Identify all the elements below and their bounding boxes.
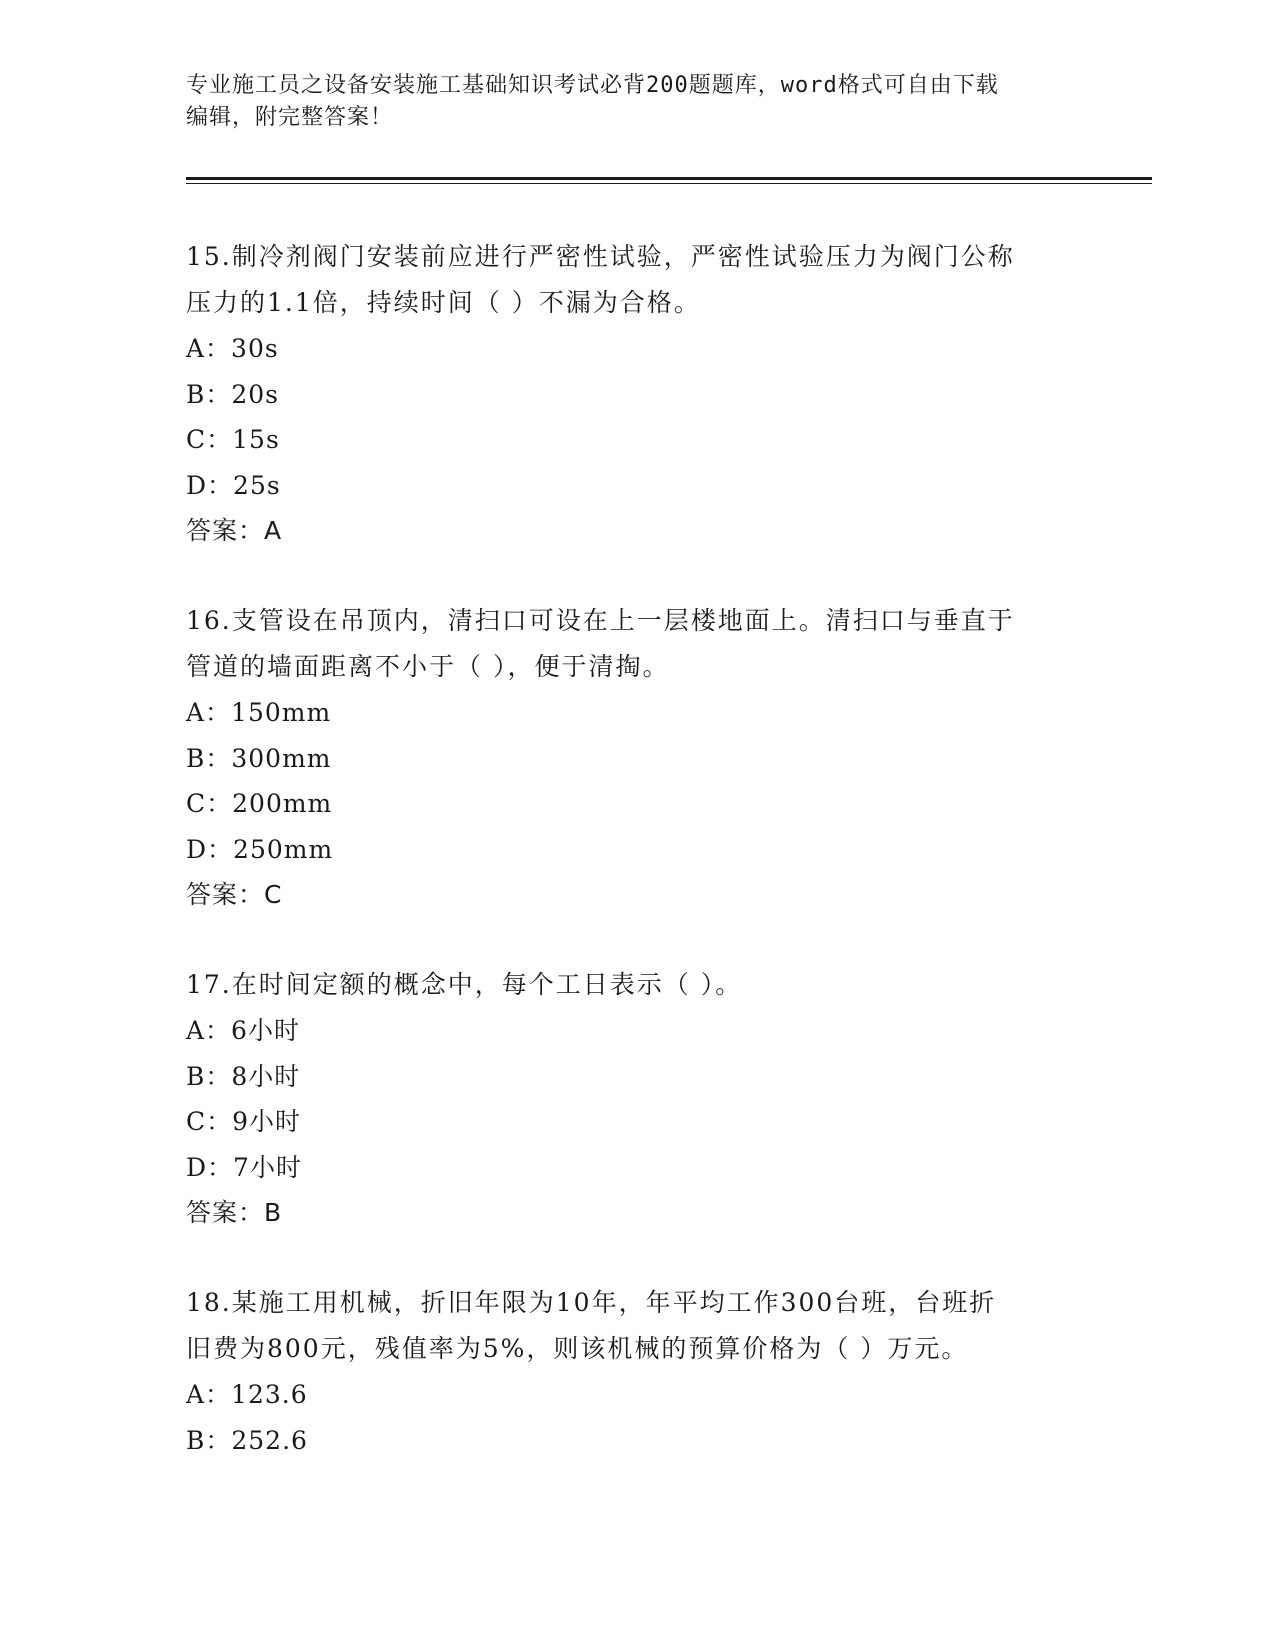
option-b: B：20s	[186, 379, 280, 409]
question-stem-line: 18.某施工用机械，折旧年限为10年，年平均工作300台班，台班折	[186, 1288, 997, 1317]
answer-label: 答案：C	[186, 880, 283, 909]
option-d: D：250mm	[186, 834, 334, 864]
question-15	[186, 234, 1086, 554]
header-title-line-1: 专业施工员之设备安装施工基础知识考试必背200题题库，word格式可自由下载	[186, 73, 999, 98]
option-c: C：15s	[186, 425, 280, 454]
answer-label: 答案：A	[186, 516, 283, 545]
header-title-line-2: 编辑，附完整答案！	[186, 105, 394, 130]
question-stem-line: 15.制冷剂阀门安装前应进行严密性试验，严密性试验压力为阀门公称	[186, 242, 1015, 271]
header-divider-thin	[186, 183, 1152, 184]
question-16	[186, 598, 1086, 918]
header-divider-thick	[186, 177, 1152, 180]
option-d: D：25s	[186, 470, 281, 500]
question-18	[186, 1280, 1086, 1463]
answer-label: 答案：B	[186, 1198, 283, 1227]
option-a: A：6小时	[186, 1016, 300, 1045]
question-stem-line: 旧费为800元，残值率为5%，则该机械的预算价格为（ ）万元。	[186, 1334, 969, 1363]
option-a: A：150mm	[186, 698, 332, 727]
option-a: A：30s	[186, 334, 279, 363]
question-stem-line: 17.在时间定额的概念中，每个工日表示（ ）。	[186, 970, 743, 999]
option-b: B：300mm	[186, 743, 332, 773]
option-b: B：252.6	[186, 1425, 308, 1455]
question-stem-line: 16.支管设在吊顶内，清扫口可设在上一层楼地面上。清扫口与垂直于	[186, 606, 1015, 635]
option-c: C：200mm	[186, 789, 333, 818]
option-b: B：8小时	[186, 1061, 301, 1091]
option-c: C：9小时	[186, 1107, 302, 1136]
question-stem-line: 管道的墙面距离不小于（ ），便于清掏。	[186, 652, 670, 681]
question-17	[186, 962, 1086, 1236]
option-a: A：123.6	[186, 1380, 308, 1409]
question-stem-line: 压力的1.1倍，持续时间（ ）不漏为合格。	[186, 288, 701, 317]
option-d: D：7小时	[186, 1152, 302, 1182]
document-header	[186, 70, 1086, 134]
